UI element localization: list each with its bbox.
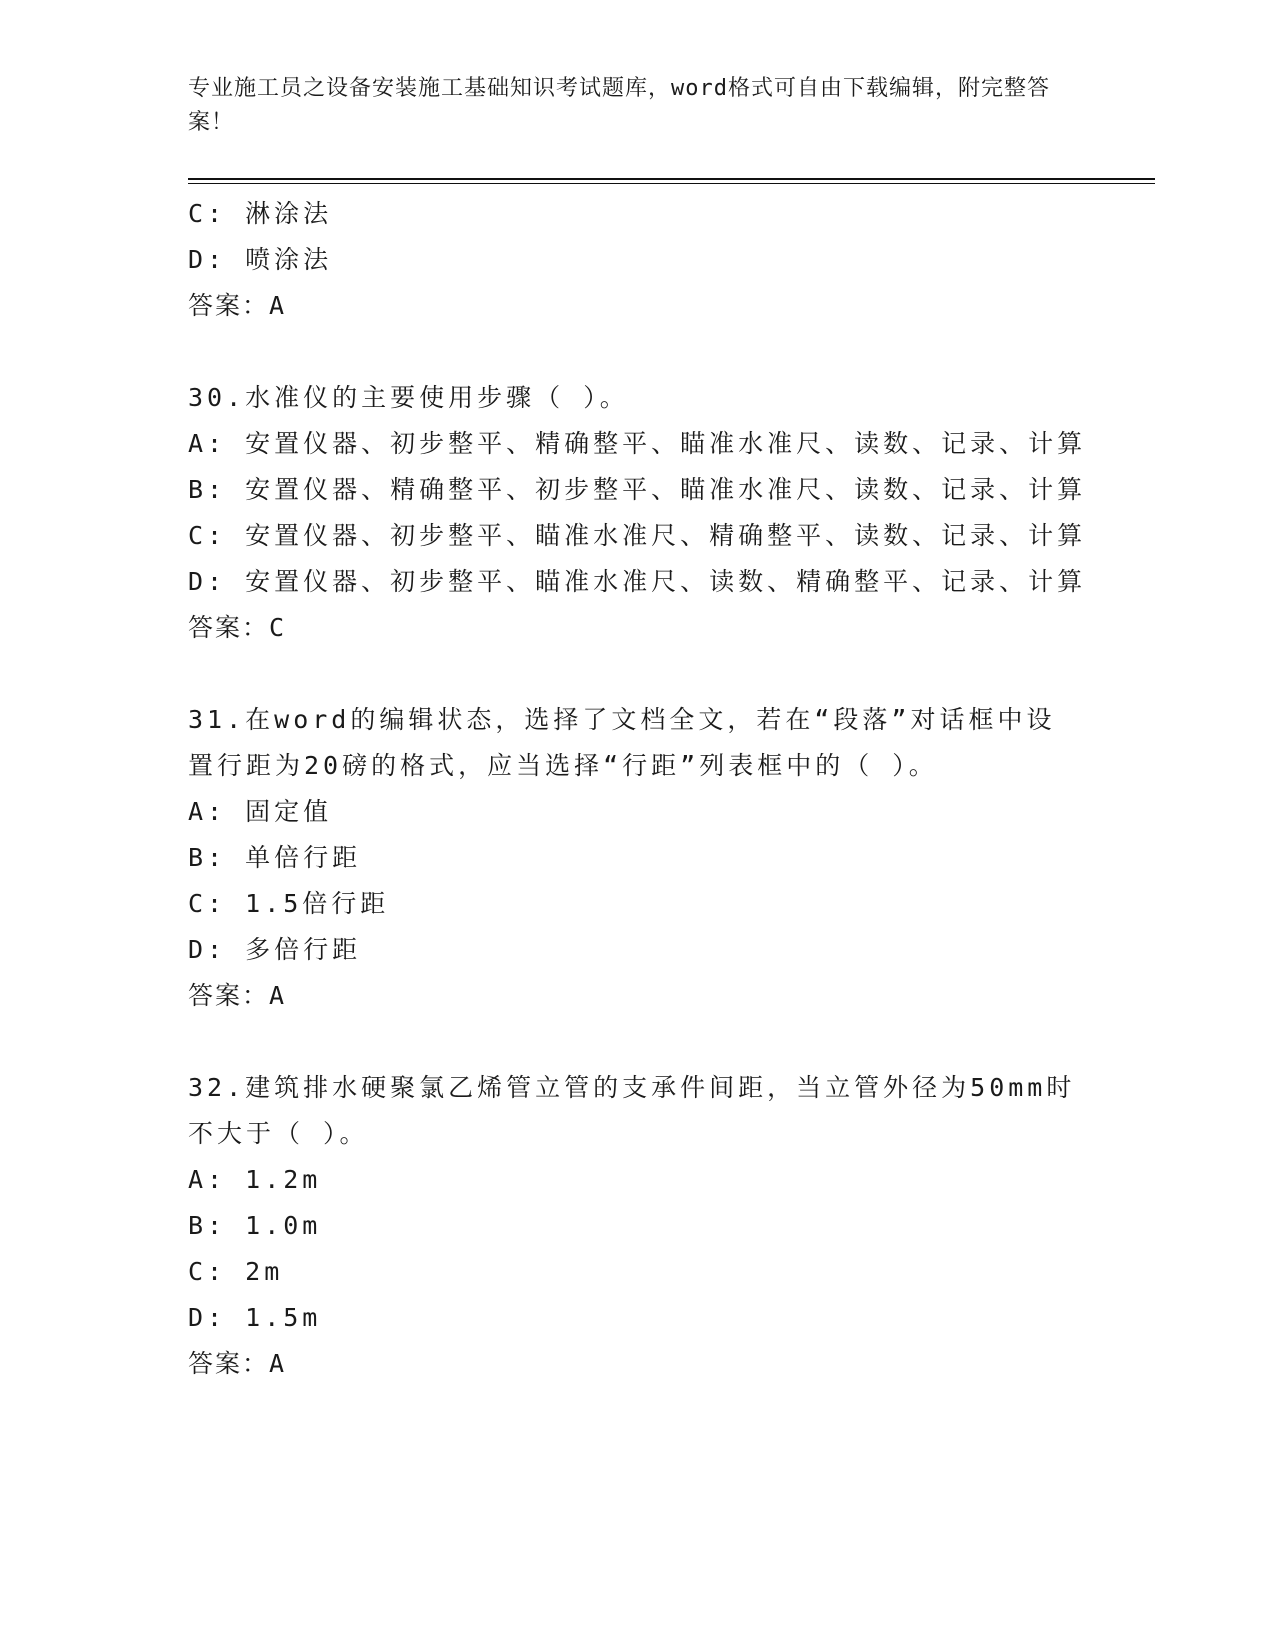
option-a: A: 1.2m bbox=[188, 1165, 322, 1194]
option-a: A: 安置仪器、初步整平、精确整平、瞄准水准尺、读数、记录、计算 bbox=[188, 429, 1087, 458]
option-c: C: 1.5倍行距 bbox=[188, 889, 390, 918]
question-stem: 31.在word的编辑状态，选择了文档全文，若在“段落”对话框中设 bbox=[188, 705, 1056, 734]
spacer bbox=[188, 651, 1138, 697]
header-divider-thick bbox=[188, 178, 1155, 180]
answer-line: 答案：A bbox=[188, 1349, 287, 1378]
question-stem: 32.建筑排水硬聚氯乙烯管立管的支承件间距，当立管外径为50mm时 bbox=[188, 1073, 1076, 1102]
question-29-tail bbox=[188, 191, 1138, 329]
spacer bbox=[188, 329, 1138, 375]
document-header bbox=[188, 72, 1088, 140]
question-30 bbox=[188, 375, 1138, 651]
question-32 bbox=[188, 1065, 1138, 1387]
option-a: A: 固定值 bbox=[188, 797, 333, 826]
document-body bbox=[188, 191, 1138, 1387]
spacer bbox=[188, 1019, 1138, 1065]
answer-line: 答案：A bbox=[188, 981, 287, 1010]
answer-line: 答案：A bbox=[188, 291, 287, 320]
option-d: D: 喷涂法 bbox=[188, 245, 333, 274]
option-b: B: 1.0m bbox=[188, 1211, 322, 1240]
option-d: D: 多倍行距 bbox=[188, 935, 362, 964]
option-d: D: 安置仪器、初步整平、瞄准水准尺、读数、精确整平、记录、计算 bbox=[188, 567, 1087, 596]
option-b: B: 安置仪器、精确整平、初步整平、瞄准水准尺、读数、记录、计算 bbox=[188, 475, 1087, 504]
option-c: C: 安置仪器、初步整平、瞄准水准尺、精确整平、读数、记录、计算 bbox=[188, 521, 1087, 550]
question-stem-continued: 不大于（ ）。 bbox=[188, 1119, 369, 1148]
header-divider-thin bbox=[188, 183, 1155, 184]
option-c: C: 2m bbox=[188, 1257, 284, 1286]
option-c: C: 淋涂法 bbox=[188, 199, 333, 228]
question-31 bbox=[188, 697, 1138, 1019]
question-stem-continued: 置行距为20磅的格式，应当选择“行距”列表框中的（ ）。 bbox=[188, 751, 938, 780]
question-stem: 30.水准仪的主要使用步骤（ ）。 bbox=[188, 383, 629, 412]
option-b: B: 单倍行距 bbox=[188, 843, 362, 872]
header-title: 专业施工员之设备安装施工基础知识考试题库，word格式可自由下载编辑，附完整答案！ bbox=[188, 76, 1050, 135]
option-d: D: 1.5m bbox=[188, 1303, 322, 1332]
answer-line: 答案：C bbox=[188, 613, 287, 642]
